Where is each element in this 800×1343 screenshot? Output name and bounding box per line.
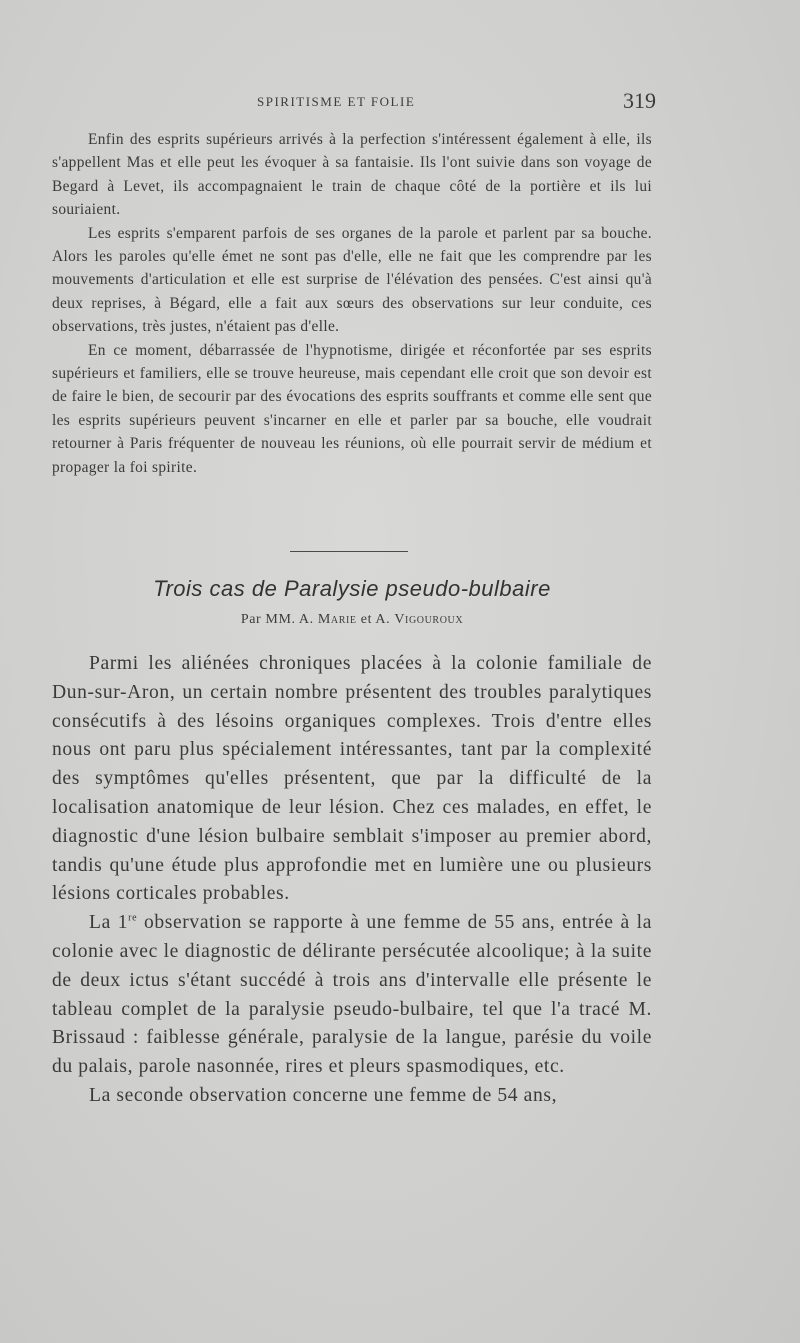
paragraph: La seconde observation concerne une femme de 54 ans, [89, 1084, 558, 1106]
paragraph: Enfin des esprits supérieurs arrivés à la perfection s'intéressent également à elle, ils s'appellent Mas et elle peut les évoquer à sa fantaisie. Ils l'ont suivie dans son voyage de Begard à Levet, ils accompagnaient le train de chaque côté de la portière et ils lui souriaient. [52, 131, 652, 219]
paragraph-start: La 1 [89, 912, 129, 934]
paragraph: Les esprits s'emparent parfois de ses organes de la parole et parlent par sa bouche. Alors les paroles qu'elle émet ne sont pas d'elle, elle ne fait que les comprendre par les mouvements d'articulation et elle est surprise de l'élévation des pensées. C'est ainsi qu'à deux reprises, à Bégard, elle a fait aux sœurs des observations sur leur conduite, ces observations, très justes, n'étaient pas d'elle. [52, 224, 652, 336]
article-byline [52, 612, 652, 628]
article-title: Trois cas de Paralysie pseudo-bulbaire [153, 576, 551, 601]
ordinal-superscript: re [128, 912, 138, 924]
byline-middle: et A. [360, 612, 391, 627]
page-header [52, 88, 656, 116]
byline-prefix: Par MM. A. [240, 612, 314, 627]
running-title: SPIRITISME ET FOLIE [257, 94, 416, 109]
previous-article-text [52, 128, 652, 479]
author-name: Marie [317, 612, 357, 627]
author-name: Vigouroux [394, 612, 464, 627]
article-body [52, 650, 652, 1111]
paragraph: En ce moment, débarrassée de l'hypnotisme, dirigée et réconfortée par ses esprits supérieurs et familiers, elle se trouve heureuse, mais cependant elle croit que son devoir est de faire le bien, de secourir par des évocations des esprits souffrants et comme elle sent que les esprits supérieurs peuvent s'incarner en elle et parler par sa bouche, elle voudrait retourner à Paris fréquenter de nouveau les réunions, où elle pourrait servir de médium et propager la foi spirite. [52, 341, 652, 476]
paragraph [52, 909, 652, 1082]
paragraph: Parmi les aliénées chroniques placées à la colonie familiale de Dun-sur-Aron, un certain nombre présentent des troubles paralytiques consécutifs à des lésoins organiques complexes. Trois d'entre elles nous ont paru plus spécialement intéressantes, tant par la complexité des symptômes qu'elles présentent, que par la difficulté de la localisation anatomique de leur lésion. Chez ces malades, en effet, le diagnostic d'une lésion bulbaire semblait s'imposer au premier abord, tandis qu'une étude plus approfondie met en lumière une ou plusieurs lésions corticales probables. [52, 653, 652, 905]
section-divider [290, 551, 408, 552]
paragraph-rest: observation se rapporte à une femme de 55 ans, entrée à la colonie avec le diagnostic de délirante persécutée alcoolique; à la suite de deux ictus s'étant succédé à trois ans d'intervalle elle présente le tableau complet de la paralysie pseudo-bulbaire, tel que l'a tracé M. Brissaud : faiblesse générale, paralysie de la langue, parésie du voile du palais, parole nasonnée, rires et pleurs spasmodiques, etc. [52, 912, 652, 1078]
page-number: 319 [623, 88, 656, 113]
